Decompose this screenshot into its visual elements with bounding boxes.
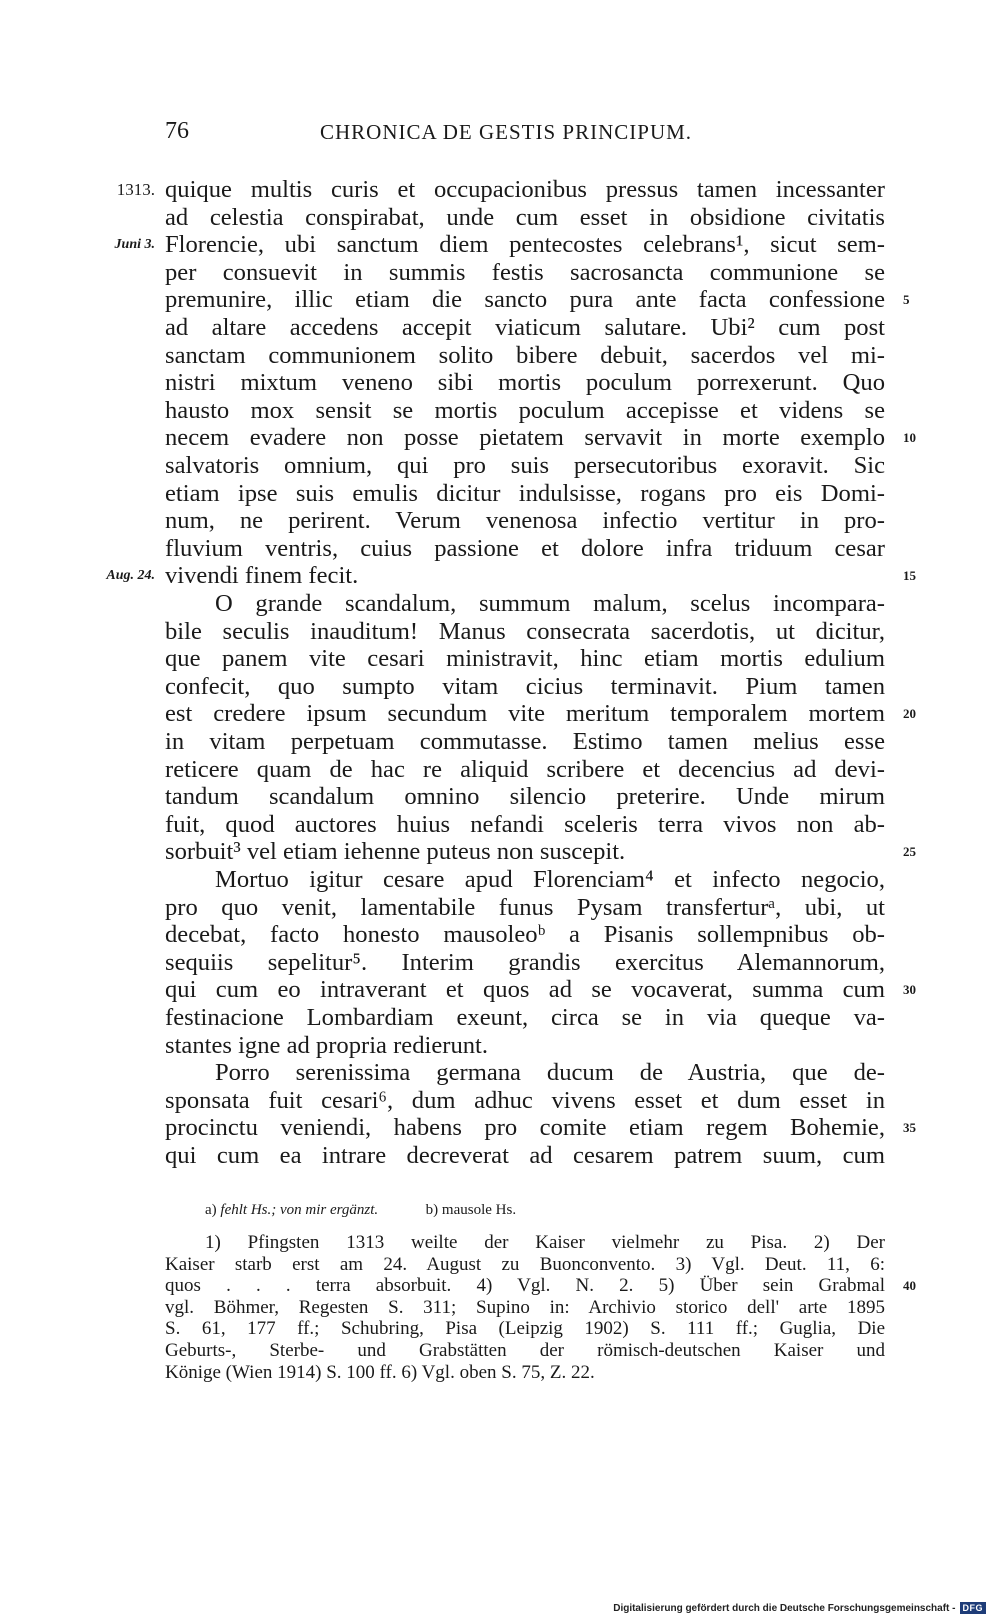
footnote-line: Könige (Wien 1914) S. 100 ff. 6) Vgl. oben S. 75, Z. 22. bbox=[165, 1361, 595, 1383]
text-line: confecit, quo sumpto vitam cicius terminavit. Pium tamen bbox=[165, 672, 885, 700]
text-line: tandum scandalum omnino silencio preterire. Unde mirum bbox=[165, 783, 885, 811]
text-line: ad altare accedens accepit viaticum salutare. Ubi² cum post bbox=[165, 314, 885, 341]
text-line: pro quo venit, lamentabile funus Pysam transferturᵃ, ubi, ut bbox=[165, 893, 885, 921]
text-line: sequiis sepelitur⁵. Interim grandis exercitus Alemannorum, bbox=[165, 948, 885, 976]
text-line: necem evadere non posse pietatem servavit in morte exemplo bbox=[165, 424, 885, 452]
footer-credit bbox=[613, 1602, 986, 1614]
critical-apparatus bbox=[205, 1200, 516, 1220]
footer-text: Digitalisierung gefördert durch die Deutsche Forschungsgemeinschaft - bbox=[613, 1602, 956, 1614]
critical-note-b-text: mausole Hs. bbox=[441, 1202, 517, 1218]
page-number: 76 bbox=[165, 118, 189, 144]
text-line: premunire, illic etiam die sancto pura ante facta confessione bbox=[165, 286, 885, 314]
text-line: per consuevit in summis festis sacrosancta communione se bbox=[165, 258, 885, 286]
margin-date-aug: Aug. 24. bbox=[106, 568, 155, 584]
margin-year: 1313. bbox=[116, 180, 155, 199]
line-number: 10 bbox=[903, 430, 916, 446]
running-title: CHRONICA DE GESTIS PRINCIPUM. bbox=[320, 120, 693, 144]
margin-date-juni: Juni 3. bbox=[114, 237, 155, 253]
text-line: ad celestia conspirabat, unde cum esset in obsidione civitatis bbox=[165, 203, 885, 231]
line-number: 30 bbox=[903, 982, 916, 998]
critical-note-b-label: b) bbox=[425, 1202, 439, 1218]
page-header bbox=[0, 118, 1000, 158]
footnote-line: Geburts-, Sterbe- und Grabstätten der römisch-deutschen Kaiser und bbox=[165, 1340, 885, 1361]
critical-note-a-text: fehlt Hs.; von mir ergänzt. bbox=[220, 1202, 379, 1218]
text-line: fluvium ventris, cuius passione et dolore infra triduum cesar bbox=[165, 534, 885, 562]
text-line: bile seculis inauditum! Manus consecrata sacerdotis, ut dicitur, bbox=[165, 617, 885, 645]
text-line: festinacione Lombardiam exeunt, circa se in via queque va- bbox=[165, 1004, 885, 1031]
text-line: quique multis curis et occupacionibus pressus tamen incessanter bbox=[165, 176, 885, 203]
paragraph-start-line: O grande scandalum, summum malum, scelus incompara- bbox=[215, 590, 885, 617]
text-line: que panem vite cesari ministravit, hinc etiam mortis edulium bbox=[165, 645, 885, 673]
text-line: sanctam communionem solito bibere debuit, sacerdos vel mi- bbox=[165, 341, 885, 369]
text-line: hausto mox sensit se mortis poculum accepisse et videns se bbox=[165, 396, 885, 424]
text-line: sponsata fuit cesari⁶, dum adhuc vivens esset et dum esset in bbox=[165, 1086, 885, 1114]
text-line: sorbuit³ vel etiam iehenne puteus non suscepit. bbox=[165, 838, 626, 866]
text-line: num, ne perirent. Verum venenosa infectio vertitur in pro- bbox=[165, 507, 885, 535]
text-line: qui cum ea intrare decreverat ad cesarem patrem suum, cum bbox=[165, 1142, 885, 1169]
line-number: 40 bbox=[903, 1278, 916, 1294]
text-line: est credere ipsum secundum vite meritum temporalem mortem bbox=[165, 700, 885, 728]
text-line: vivendi finem fecit. bbox=[165, 562, 359, 590]
dfg-logo: DFG bbox=[960, 1602, 987, 1614]
text-line: in vitam perpetuam commutasse. Estimo tamen melius esse bbox=[165, 728, 885, 755]
text-line: fuit, quod auctores huius nefandi sceleris terra vivos non ab- bbox=[165, 810, 885, 838]
line-number: 15 bbox=[903, 568, 916, 584]
text-line: reticere quam de hac re aliquid scribere et decencius ad devi- bbox=[165, 755, 885, 783]
paragraph-start-line: Porro serenissima germana ducum de Austria, que de- bbox=[215, 1059, 885, 1087]
text-line: procinctu veniendi, habens pro comite etiam regem Bohemie, bbox=[165, 1114, 885, 1142]
text-line: Florencie, ubi sanctum diem pentecostes celebrans¹, sicut sem- bbox=[165, 231, 885, 259]
text-line: etiam ipse suis emulis dicitur indulsisse, rogans pro eis Domi- bbox=[165, 479, 885, 507]
footnote-line: 1) Pfingsten 1313 weilte der Kaiser vielmehr zu Pisa. 2) Der bbox=[205, 1232, 885, 1253]
line-number: 25 bbox=[903, 844, 916, 860]
line-number: 5 bbox=[903, 292, 910, 308]
footnote-line: vgl. Böhmer, Regesten S. 311; Supino in: Archivio storico dell' arte 1895 bbox=[165, 1296, 885, 1318]
text-line: salvatoris omnium, qui pro suis persecutoribus exoravit. Sic bbox=[165, 452, 885, 479]
critical-note-a-label: a) bbox=[205, 1202, 217, 1218]
footnote-line: Kaiser starb erst am 24. August zu Buonconvento. 3) Vgl. Deut. 11, 6: bbox=[165, 1253, 885, 1275]
text-line: stantes igne ad propria redierunt. bbox=[165, 1031, 489, 1059]
footnote-line: S. 61, 177 ff.; Schubring, Pisa (Leipzig 1902) S. 111 ff.; Guglia, Die bbox=[165, 1318, 885, 1340]
text-line: qui cum eo intraverant et quos ad se vocaverat, summa cum bbox=[165, 976, 885, 1004]
line-number: 35 bbox=[903, 1120, 916, 1136]
paragraph-start-line: Mortuo igitur cesare apud Florenciam⁴ et infecto negocio, bbox=[215, 866, 885, 893]
text-line: nistri mixtum veneno sibi mortis poculum porrexerunt. Quo bbox=[165, 369, 885, 397]
footnote-line: quos . . . terra absorbuit. 4) Vgl. N. 2. 5) Über sein Grabmal bbox=[165, 1275, 885, 1297]
line-number: 20 bbox=[903, 706, 916, 722]
text-line: decebat, facto honesto mausoleoᵇ a Pisanis sollempnibus ob- bbox=[165, 921, 885, 949]
